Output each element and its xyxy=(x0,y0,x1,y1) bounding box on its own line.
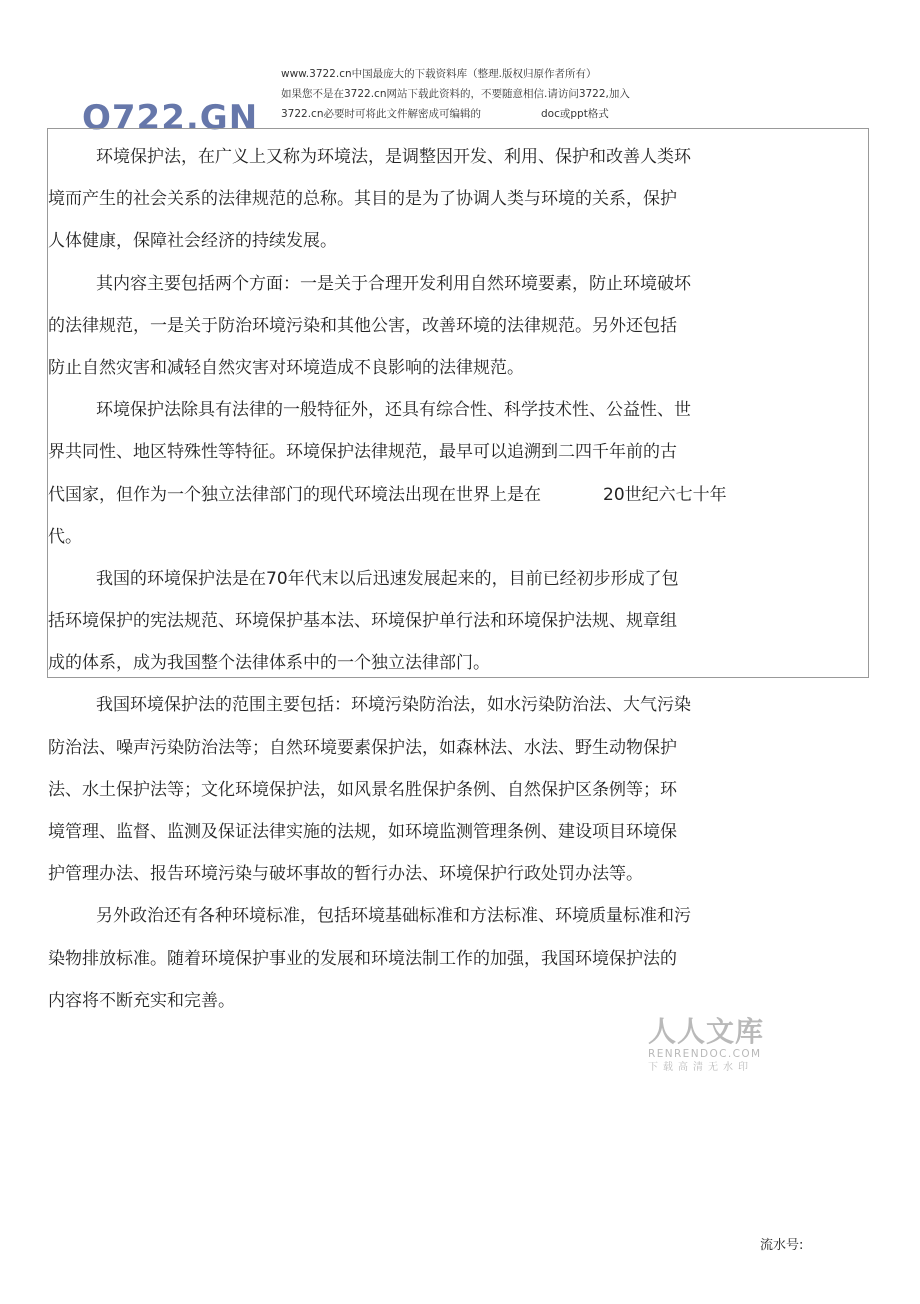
paragraph-scope xyxy=(48,684,788,895)
text-line: 人体健康，保障社会经济的持续发展。 xyxy=(48,231,337,252)
text-line: 境而产生的社会关系的法律规范的总称。其目的是为了协调人类与环境的关系，保护 xyxy=(48,189,677,210)
paragraph-development xyxy=(48,558,788,685)
watermark-domain: RENRENDOC.COM xyxy=(648,1048,762,1060)
paragraph-characteristics xyxy=(48,389,788,558)
watermark-subtitle: 下载高清无水印 xyxy=(648,1062,753,1073)
text-line: 我国的环境保护法是在70年代末以后迅速发展起来的，目前已经初步形成了包 xyxy=(96,568,679,589)
text-line-tail: 20世纪六七十年 xyxy=(603,484,727,505)
text-line: 代。 xyxy=(48,526,82,547)
text-line: 防止自然灾害和减轻自然灾害对环境造成不良影响的法律规范。 xyxy=(48,357,524,378)
header-line-3-left: 3722.cn必要时可将此文件解密成可编辑的 xyxy=(281,108,481,120)
text-line xyxy=(48,474,788,516)
text-line: 法、水土保护法等；文化环境保护法，如风景名胜保护条例、自然保护区条例等；环 xyxy=(48,779,677,800)
paragraph-definition xyxy=(48,136,788,263)
text-line: 环境保护法，在广义上又称为环境法，是调整因开发、利用、保护和改善人类环 xyxy=(96,147,691,167)
watermark-title: 人人文库 xyxy=(648,1015,765,1048)
text-line: 成的体系，成为我国整个法律体系中的一个独立法律部门。 xyxy=(48,653,490,674)
text-line: 界共同性、地区特殊性等特征。环境保护法律规范，最早可以追溯到二四千年前的古 xyxy=(48,442,677,463)
text-line-segment: 代国家，但作为一个独立法律部门的现代环境法出现在世界上是在 xyxy=(48,484,541,505)
text-line: 染物排放标准。随着环境保护事业的发展和环境法制工作的加强，我国环境保护法的 xyxy=(48,948,677,969)
text-line: 防治法、噪声污染防治法等；自然环境要素保护法，如森林法、水法、野生动物保护 xyxy=(48,737,677,758)
text-line: 其内容主要包括两个方面：一是关于合理开发利用自然环境要素，防止环境破坏 xyxy=(96,273,691,294)
text-line: 括环境保护的宪法规范、环境保护基本法、环境保护单行法和环境保护法规、规章组 xyxy=(48,611,677,632)
text-line: 环境保护法除具有法律的一般特征外，还具有综合性、科学技术性、公益性、世 xyxy=(96,400,691,421)
site-logo: O722.GN xyxy=(82,98,259,130)
text-line: 护管理办法、报告环境污染与破坏事故的暂行办法、环境保护行政处罚办法等。 xyxy=(48,864,643,885)
download-notice-header xyxy=(281,64,701,124)
header-line-1: www.3722.cn中国最庞大的下载资料库（整理.版权归原作者所有） xyxy=(281,68,597,80)
text-line: 内容将不断充实和完善。 xyxy=(48,990,235,1011)
header-line-2: 如果您不是在3722.cn网站下载此资料的，不要随意相信.请访问3722,加入 xyxy=(281,88,630,100)
text-line: 境管理、监督、监测及保证法律实施的法规，如环境监测管理条例、建设项目环境保 xyxy=(48,822,677,842)
paragraph-standards xyxy=(48,895,788,1022)
renrendoc-watermark xyxy=(648,1016,772,1075)
serial-number-label: 流水号: xyxy=(760,1238,804,1253)
header-line-3 xyxy=(281,104,701,124)
text-line: 另外政治还有各种环境标准，包括环境基础标准和方法标准、环境质量标准和污 xyxy=(96,906,691,927)
header-line-3-right: doc或ppt格式 xyxy=(541,108,609,120)
paragraph-content-scope xyxy=(48,263,788,390)
text-line: 我国环境保护法的范围主要包括：环境污染防治法，如水污染防治法、大气污染 xyxy=(96,695,691,716)
text-line: 的法律规范，一是关于防治环境污染和其他公害，改善环境的法律规范。另外还包括 xyxy=(48,315,677,336)
document-body xyxy=(48,136,788,1022)
